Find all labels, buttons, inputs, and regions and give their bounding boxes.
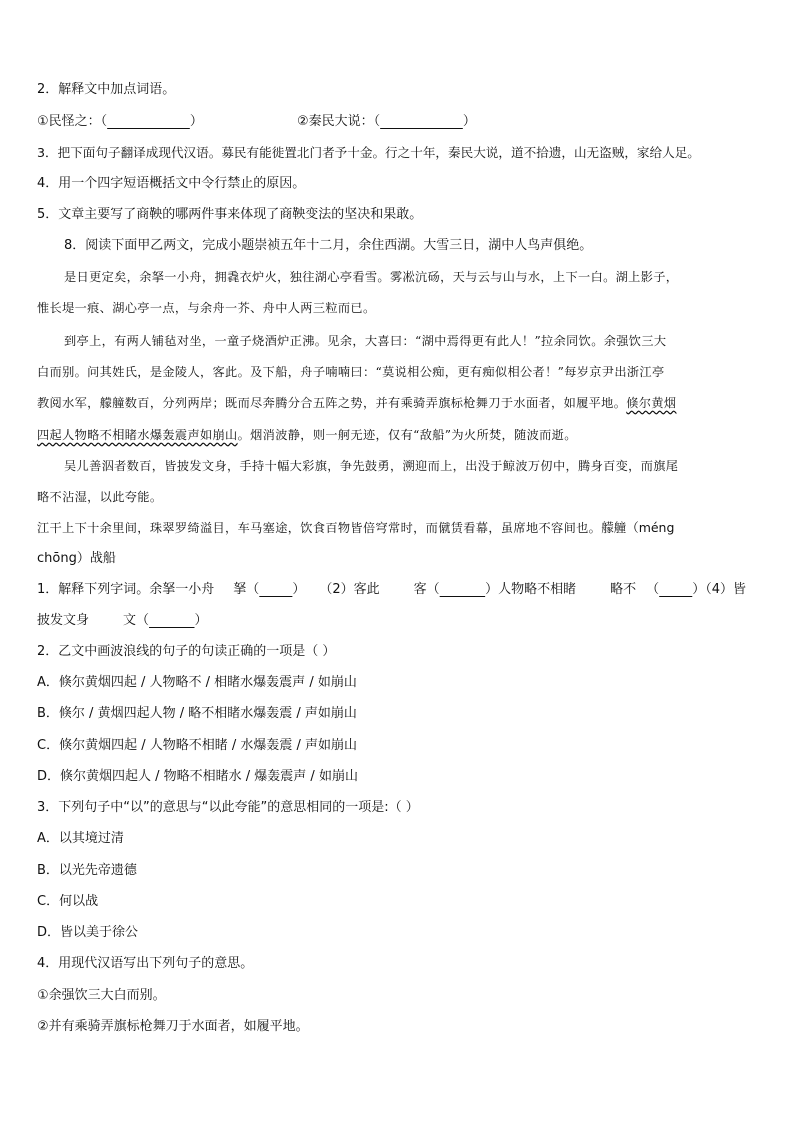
passage-line: 是日更定矣，余拏一小舟，拥毳衣炉火，独往湖心亭看雪。雾凇沆砀，天与云与山与水，上下一白。湖上影子， (64, 270, 679, 284)
sq1-text: （2）客此 (319, 582, 380, 597)
sq1-text: 略不 (610, 582, 637, 597)
sub-question-4-item-1: ①余强饮三大白而别。 (37, 988, 166, 1003)
question-8-intro: 8．阅读下面甲乙两文，完成小题崇祯五年十二月，余住西湖。大雪三日，湖中人鸟声俱绝。 (64, 238, 593, 253)
passage-line: 略不沾湿，以此夸能。 (37, 490, 163, 504)
answer-blank (259, 582, 292, 597)
item-1-label: ①民怪之：（ (37, 114, 108, 129)
passage-line (37, 393, 676, 413)
sub-question-3-title: 3．下列句子中“以”的意思与“以此夸能”的意思相同的一项是:（ ） (37, 800, 419, 815)
option-b: B．倏尔 / 黄烟四起人物 / 略不相睹水爆轰震 / 声如崩山 (37, 706, 357, 721)
passage-line: 到亭上，有两人铺毡对坐，一童子烧酒炉正沸。见余，大喜曰：“湖中焉得更有此人！”拉余同饮。余强饮三大 (64, 334, 667, 348)
option-a: A．以其境过清 (37, 831, 124, 846)
passage-line (37, 425, 577, 445)
sub-question-4-title: 4．用现代汉语写出下列句子的意思。 (37, 956, 254, 971)
passage-line: 吴儿善泅者数百，皆披发文身，手持十幅大彩旗，争先鼓勇，溯迎而上，出没于鲸波万仞中，腾身百变，而旗尾 (64, 459, 679, 473)
answer-blank (107, 114, 190, 129)
sub-question-1 (37, 580, 746, 600)
question-2-title: 2．解释文中加点词语。 (37, 82, 176, 97)
answer-blank (659, 582, 692, 597)
sub-question-4-item-2: ②并有乘骑弄旗标枪舞刀于水面者，如履平地。 (37, 1019, 309, 1034)
question-2-item-1 (37, 112, 203, 132)
wavy-underlined-sentence: 四起人物略不相睹水爆轰震声如崩山 (37, 428, 238, 442)
option-c: C．倏尔黄烟四起 / 人物略不相睹 / 水爆轰震 / 声如崩山 (37, 738, 358, 753)
annotation-line: chōng）战船 (37, 551, 116, 566)
sq1-text: ） (194, 613, 208, 628)
option-c: C．何以战 (37, 894, 99, 909)
sq1-text: 1．解释下列字词。余拏一小舟 (37, 582, 215, 597)
answer-blank (380, 114, 463, 129)
sq1-text: ）（4）皆 (692, 582, 747, 597)
passage-line: 白而别。问其姓氏，是金陵人，客此。及下船，舟子喃喃曰：“莫说相公痴，更有痴似相公者！”每岁京尹出浙江亭 (37, 365, 665, 379)
item-2-label: ②秦民大说：（ (297, 114, 381, 129)
question-4: 4．用一个四字短语概括文中令行禁止的原因。 (37, 176, 306, 191)
question-5: 5．文章主要写了商鞅的哪两件事来体现了商鞅变法的坚决和果敢。 (37, 207, 423, 222)
sq1-text: ） (292, 582, 306, 597)
option-d: D．倏尔黄烟四起人 / 物略不相睹水 / 爆轰震声 / 如崩山 (37, 769, 358, 784)
answer-blank (149, 613, 194, 628)
sub-question-2-title: 2．乙文中画波浪线的句子的句读正确的一项是（ ） (37, 644, 336, 659)
item-1-end: ） (189, 114, 203, 129)
answer-blank (440, 582, 485, 597)
sq1-text: 客（ (413, 582, 440, 597)
sq1-text: （ (646, 582, 660, 597)
sq1-text: 披发文身 (37, 613, 90, 628)
wavy-underlined-sentence: 倏尔黄烟 (626, 396, 677, 410)
item-2-end: ） (462, 114, 476, 129)
passage-line (37, 518, 674, 538)
passage-text: 江干上下十余里间，珠翠罗绮溢目，车马塞途，饮食百物皆倍穹常时，而僦赁看幕，虽席地不容间也。 (37, 521, 602, 535)
sub-question-1-cont (37, 611, 208, 631)
option-d: D．皆以美于徐公 (37, 925, 139, 940)
sq1-text: 拏（ (233, 582, 260, 597)
option-a: A．倏尔黄烟四起 / 人物略不 / 相睹水爆轰震声 / 如崩山 (37, 675, 357, 690)
option-b: B．以光先帝遗德 (37, 863, 137, 878)
sq1-text: 文（ (123, 613, 150, 628)
passage-text: 教阅水军，艨艟数百，分列两岸；既而尽奔腾分合五阵之势，并有乘骑弄旗标枪舞刀于水面者，如履平地。 (37, 396, 627, 410)
passage-text: 。烟消波静，则一舸无迹，仅有“敌船”为火所焚，随波而逝。 (237, 428, 577, 442)
question-2-item-2 (297, 112, 476, 132)
annotation-term: 艨艟（méng (601, 520, 675, 535)
sq1-text: ）人物略不相睹 (485, 582, 577, 597)
passage-line: 惟长堤一痕、湖心亭一点，与余舟一芥、舟中人两三粒而已。 (37, 301, 376, 315)
question-3: 3．把下面句子翻译成现代汉语。募民有能徙置北门者予十金。行之十年，秦民大说，道不拾遗，山无盗贼，家给人足。 (37, 145, 700, 160)
